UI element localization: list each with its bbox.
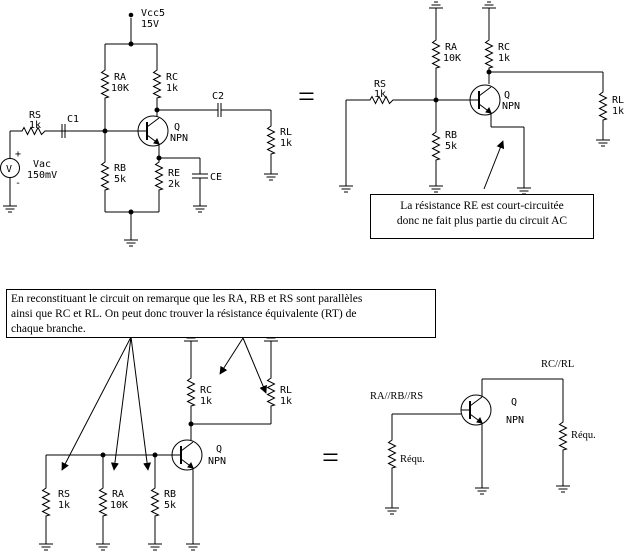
q2-type: NPN — [502, 101, 521, 112]
rc2-name: RC — [498, 42, 511, 53]
rs-value: 1k — [29, 120, 42, 131]
c2-name: C2 — [212, 91, 225, 102]
q4-type: NPN — [506, 415, 525, 426]
rs2-value: 1k — [374, 89, 387, 100]
source-symbol: V — [6, 164, 13, 175]
source-value: 150mV — [27, 170, 58, 181]
q3-name: Q — [216, 444, 223, 455]
rs-name: RS — [29, 110, 42, 121]
note-3-arrows — [62, 337, 266, 470]
rb2-value: 5k — [445, 141, 458, 152]
note-parallel-line-2: ainsi que RC et RL. On peut donc trouver la résistance équivalente (RT) de — [11, 308, 357, 320]
ra3-value: 10K — [110, 500, 129, 511]
q4-name: Q — [511, 397, 518, 408]
circuit-3 — [39, 335, 278, 550]
q2-name: Q — [504, 90, 511, 101]
note-re-shorted-line-2: donc ne fait plus partie du circuit AC — [396, 215, 568, 227]
rl3-value: 1k — [280, 396, 293, 407]
ce-name: CE — [210, 172, 223, 183]
ra2-name: RA — [445, 42, 458, 53]
circuit-1 — [1, 13, 279, 246]
source-plus: + — [15, 149, 22, 160]
rc-value: 1k — [166, 83, 179, 94]
rl2-name: RL — [612, 95, 625, 106]
note-parallel-line-3: chaque branche. — [11, 323, 86, 335]
req-right-label: Réqu. — [571, 430, 596, 441]
equals-sign-top: = — [298, 80, 315, 113]
equals-sign-bottom: = — [322, 441, 339, 474]
rs3-name: RS — [58, 489, 71, 500]
ra3-name: RA — [112, 489, 125, 500]
q1-type: NPN — [170, 133, 189, 144]
re-name: RE — [168, 168, 181, 179]
source-name: Vac — [33, 159, 52, 170]
q3-type: NPN — [208, 456, 227, 467]
rl2-value: 1k — [612, 106, 625, 117]
note-2-arrow — [484, 141, 503, 189]
q1-name: Q — [174, 122, 181, 133]
rs2-name: RS — [374, 79, 387, 90]
rl3-name: RL — [280, 385, 293, 396]
rc-name: RC — [166, 72, 179, 83]
rc3-value: 1k — [200, 396, 213, 407]
equivalent-right-label: RC//RL — [541, 359, 575, 370]
rb-value: 5k — [114, 174, 127, 185]
note-parallel-line-1: En reconstituant le circuit on remarque que les RA, RB et RS sont parallèles — [11, 293, 363, 305]
c1-name: C1 — [67, 114, 80, 125]
rb3-value: 5k — [164, 500, 177, 511]
note-re-shorted-line-1: La résistance RE est court-circuitée — [400, 200, 564, 212]
rc2-value: 1k — [498, 53, 511, 64]
ra-value: 10K — [111, 83, 130, 94]
vcc-name: Vcc5 — [141, 8, 166, 19]
rc3-name: RC — [200, 385, 213, 396]
note-re-shorted — [370, 194, 594, 239]
note-parallel-resistors — [6, 289, 436, 338]
req-left-label: Réqu. — [400, 454, 425, 465]
rb2-name: RB — [445, 130, 458, 141]
ra2-value: 10K — [443, 53, 462, 64]
ra-name: RA — [114, 72, 127, 83]
vcc-value: 15V — [141, 19, 160, 30]
rl-name: RL — [280, 127, 293, 138]
rb3-name: RB — [164, 489, 177, 500]
equivalent-left-label: RA//RB//RS — [370, 391, 424, 402]
re-value: 2k — [168, 179, 181, 190]
rs3-value: 1k — [58, 500, 71, 511]
circuit-1-labels — [6, 8, 292, 190]
rl-value: 1k — [280, 138, 293, 149]
rb-name: RB — [114, 163, 127, 174]
source-minus: - — [15, 178, 22, 189]
